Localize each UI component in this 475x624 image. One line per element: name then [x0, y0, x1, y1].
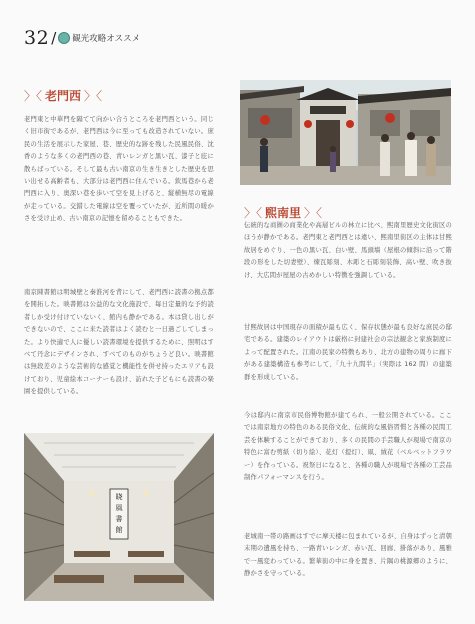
- xinanli-paragraph-4: 老城南一帯の路画はすでに摩天楼に包まれているが、自身はずっと清朝末期の遺風を持ち、一路青いレンガ、赤い瓦、回廊、掛落があり、風雅で一風変わっている。繁華街の中に身を置き、片隅の桃源郷のように、静かさを守っている。: [244, 533, 452, 578]
- heading-mark-left: 〉〈: [24, 89, 43, 103]
- heading-laomenxi-text: 老門西: [45, 89, 82, 103]
- heading-mark-left: 〉〈: [244, 206, 263, 220]
- xinanli-paragraph-2: 甘熙故居は中国現存の面積が最も広く、保存状態が最も良好な庶民の邸宅である。建築のレイアウトは厳格に封建社会の宗法観念と家族制度によって配置された。江南の民家の特徴もあり、北方の建物の周りに廊下がある建築構造も参考にして、「九十九間半」（実際は 162 間）の建築群を形成している。: [244, 324, 452, 381]
- header-slash: /: [51, 29, 57, 47]
- section-emblem-icon: [58, 32, 70, 44]
- heading-laomenxi: [24, 87, 102, 104]
- laomenxi-paragraph-1: 老門東と中華門を隔てて向かい合うところを老門西という。同じく旧市街であるが、老門西は今に至っても改造されていない。庶民の生活を展示した家屋、巷、歴史的な跡を残した民風民俗、沈香のような多くの老門西の巷、青いレンガと黒い瓦、漆子と庇に散らばっている。そして最も古い南京の生き生きとした歴史を思い出せる高齢者も、大部分は老門西に住んでいる。欽馬巷から老門西に入り、奥深い巷を歩いて空を見上げると、縦横無尽の電線が走っている。交錯した電線は空を覆っていたが、近所間の暖かさを受け止め、古い南京の記憶を留めることもできた。: [24, 116, 214, 223]
- page-number: 32: [24, 27, 50, 49]
- laomenxi-paragraph-2: 南京陳書館は明城壁と秦淮河を背にして、老門西に読書の拠点都を開拓した。映書館は公益的な文化施設で、毎日定量的な予約読者しか受け付けていないく、館内も静かである。本は貸し出しができないので、ここに来た読者はよく読むと一日過ごしてしまった。より快適で人に優しい読書環境を提供するために、照明はすべて丹念にデザインされ、すべてのものがちょうど良い。映書館は無段差のような芸術的な感覚と機能性を併せ持ったエリアも設けており、児童絵本コーナーも設け、訪れた子どもにも読書の楽園を提供している。: [24, 289, 214, 396]
- library-sign-text: 晓 風 書 館: [115, 493, 123, 534]
- heading-mark-right: 〉〈: [304, 206, 323, 220]
- xinanli-paragraph-1: 伝統的な商圏の商業化や高層ビルの林立に比べ、熙南里歴史文化街区のほうが静かである。老門東と老門西とは違い、熙南里街区の主体は甘熙故居をめぐり、一色の黒い瓦、白い壁、馬頭墻（屋根の傾斜に沿って階段の形をした切妻壁）、煉瓦彫刻、木彫と石彫刻装飾、高い壁、吹き抜け、大広間が屋屋の古めかしい特徴を強調している。: [244, 222, 452, 279]
- heading-xinanli: [244, 204, 322, 221]
- xinanli-paragraph-3: 今は邸内に南京市民俗博物館が建てられ、一般公開されている。ここでは南京地方の特色のある民俗文化、伝統的な風俗習慣と各種の民間工芸を体験することができており、多くの民間の手芸職人が現場で南京の特色に富む剪紙（切り絵）、花灯（提灯）、凧、絨花（ベルベットフラワー）を作っている。祝祭日になると、各種の職人が現場で各種の工芸品制作パフォーマンスを行う。: [244, 412, 452, 482]
- street-photo: [240, 80, 451, 185]
- heading-mark-right: 〉〈: [84, 89, 103, 103]
- section-title: 観光攻略オススメ: [72, 34, 141, 44]
- street-photo-image: [240, 80, 451, 185]
- page-header: [24, 26, 140, 50]
- heading-xinanli-text: 熙南里: [265, 206, 302, 220]
- library-photo: [24, 433, 214, 601]
